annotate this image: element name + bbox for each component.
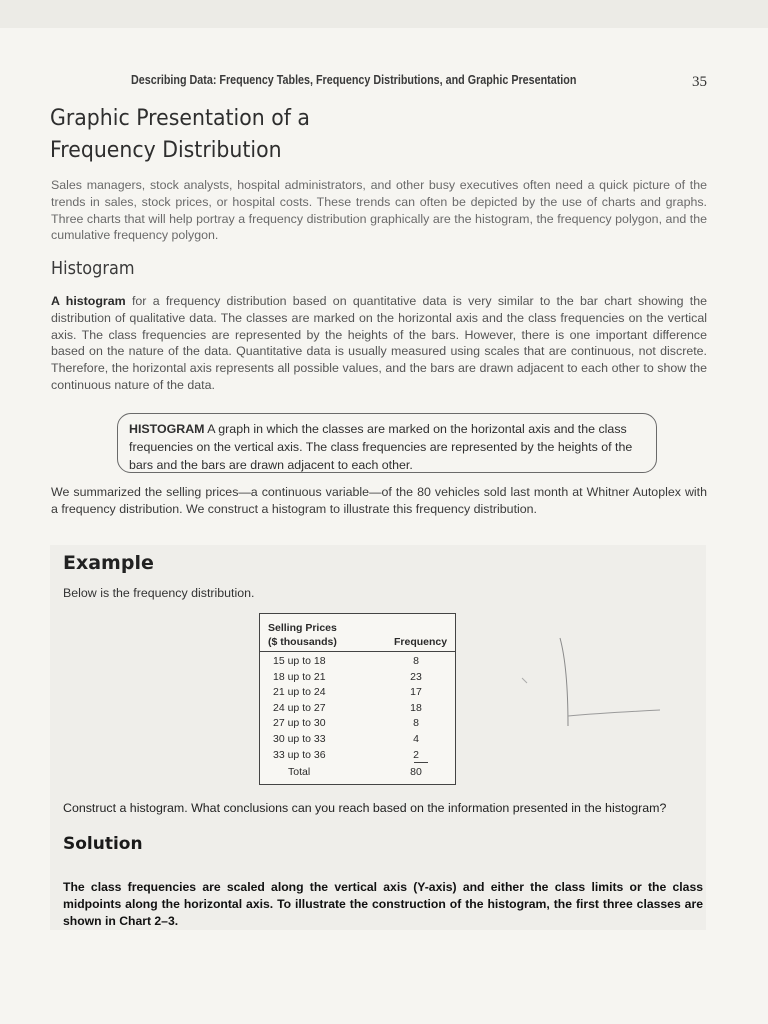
definition-text [129,420,649,474]
table-row [260,654,455,670]
page-top-margin [0,0,768,28]
histogram-paragraph [51,293,707,394]
solution-paragraph: The class frequencies are scaled along the vertical axis (Y-axis) and either the class limits or the class midpoints along the horizontal axis. To illustrate the construction of the histogram, the first three classes are shown in Chart 2–3. [63,880,703,928]
table-header-row [260,614,455,652]
table-total-row [260,765,455,781]
table-row [260,701,455,717]
section-title-line-1: Graphic Presentation of a [50,106,310,131]
example-intro: Below is the frequency distribution. [63,586,255,600]
table-row [260,748,455,764]
table-cell-frequency: 8 [413,655,419,667]
header-frequency: Frequency [394,636,448,648]
page-number: 35 [692,74,707,90]
summary-paragraph: We summarized the selling prices—a continuous variable—of the 80 vehicles sold last month at Whitner Autoplex with a frequency distribution. We construct a histogram to illustrate this frequency distribution. [51,485,707,516]
table-total-label: Total [288,766,311,778]
header-selling-prices: Selling Prices [268,622,337,634]
section-title-line-2: Frequency Distribution [50,138,282,163]
header-thousands: ($ thousands) [268,636,337,648]
running-head: Describing Data: Frequency Tables, Frequency Distributions, and Graphic Presentation [131,73,577,87]
solution-heading: Solution [63,834,143,854]
histogram-heading: Histogram [51,259,135,279]
table-cell-class: 18 up to 21 [273,670,326,683]
table-row [260,670,455,686]
example-question: Construct a histogram. What conclusions can you reach based on the information presented in the histogram? [63,801,667,815]
table-cell-frequency: 18 [410,701,422,714]
table-cell-frequency: 2 [413,748,419,761]
table-cell-frequency: 23 [410,670,422,683]
table-cell-class: 21 up to 24 [273,686,326,699]
pencil-scribble [510,630,670,740]
table-row [260,716,455,732]
total-rule [414,762,428,763]
table-row [260,732,455,748]
table-cell-class: 24 up to 27 [273,701,326,714]
definition-term: HISTOGRAM [129,422,205,436]
table-cell-class: 27 up to 30 [273,717,326,730]
histogram-body: for a frequency distribution based on quantitative data is very similar to the bar chart showing the distribution of qualitative data. The classes are marked on the horizontal axis and the class frequencies on the vertical axis. The class frequencies are represented by the heights of the bars. However, there is one important difference based on the nature of the data. Quantitative data is usually measured using scales that are continuous, not discrete. Therefore, the horizontal axis represents all possible values, and the bars are drawn adjacent to each other to show the continuous nature of the data. [51,294,708,392]
table-cell-class: 30 up to 33 [273,733,326,745]
intro-paragraph: Sales managers, stock analysts, hospital administrators, and other busy executives often need a quick picture of the trends in sales, stock prices, or hospital costs. These trends can often be depicted by the use of charts and graphs. Three charts that will help portray a frequency distribution graphically are the histogram, the frequency polygon, and the cumulative frequency polygon. [51,178,707,243]
table-cell-frequency: 4 [413,733,419,745]
table-cell-class: 15 up to 18 [273,655,326,667]
frequency-table [259,613,456,785]
definition-body: A graph in which the classes are marked on the horizontal axis and the class frequencies on the vertical axis. The class frequencies are represented by the heights of the bars and the bars are drawn adjacent to each other. [129,422,633,472]
table-row [260,685,455,701]
table-cell-class: 33 up to 36 [273,748,326,761]
table-total-value: 80 [410,766,422,778]
table-cell-frequency: 17 [410,686,422,699]
example-heading: Example [63,552,154,574]
table-cell-frequency: 8 [413,717,419,730]
histogram-term: A histogram [51,294,126,308]
section-title [50,103,441,167]
